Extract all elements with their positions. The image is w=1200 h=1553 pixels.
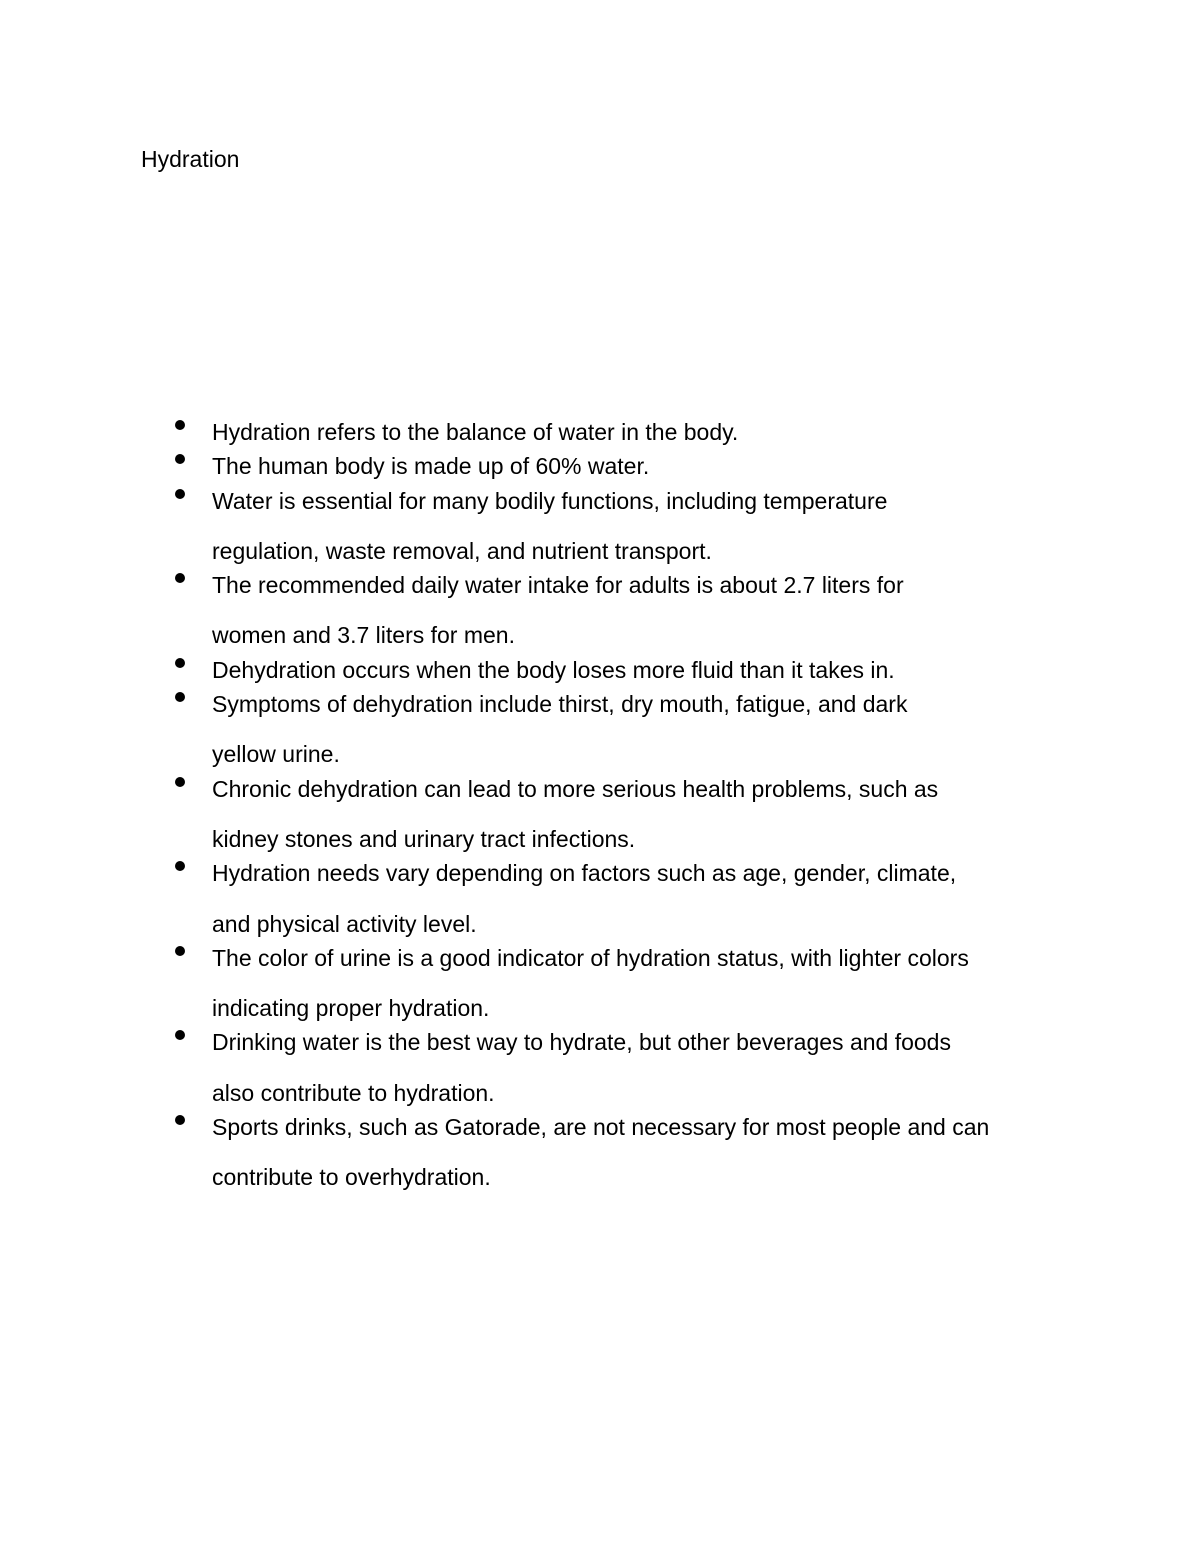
- list-item: [0, 1102, 1200, 1203]
- list-item-text: The recommended daily water intake for adults is about 2.7 liters for: [212, 572, 904, 599]
- document-title: Hydration: [141, 146, 240, 172]
- list-item-text: Hydration needs vary depending on factors such as age, gender, climate,: [212, 860, 957, 887]
- list-item-text: Dehydration occurs when the body loses more fluid than it takes in.: [212, 656, 895, 683]
- list-item-text: Drinking water is the best way to hydrate, but other beverages and foods: [212, 1029, 951, 1056]
- list-item-text: contribute to overhydration.: [212, 1164, 491, 1191]
- list-item-text: also contribute to hydration.: [212, 1079, 495, 1106]
- list-item-text: indicating proper hydration.: [212, 995, 490, 1022]
- list-item-text: and physical activity level.: [212, 910, 477, 937]
- bullet-list: [0, 407, 1200, 1203]
- bullet-icon: [175, 692, 185, 702]
- bullet-icon: [175, 1030, 185, 1040]
- list-item-text: Chronic dehydration can lead to more serious health problems, such as: [212, 775, 939, 802]
- bullet-icon: [175, 489, 185, 499]
- bullet-icon: [175, 420, 185, 430]
- list-item-text: The color of urine is a good indicator of hydration status, with lighter colors: [212, 944, 969, 971]
- list-item-text: yellow urine.: [212, 741, 340, 768]
- list-item-text: Symptoms of dehydration include thirst, dry mouth, fatigue, and dark: [212, 691, 908, 718]
- bullet-icon: [175, 946, 185, 956]
- bullet-icon: [175, 454, 185, 464]
- list-item-text: women and 3.7 liters for men.: [212, 622, 515, 649]
- list-item-text: Sports drinks, such as Gatorade, are not necessary for most people and can: [212, 1114, 990, 1141]
- bullet-icon: [175, 1115, 185, 1125]
- list-item-text: Hydration refers to the balance of water in the body.: [212, 419, 739, 445]
- bullet-icon: [175, 777, 185, 787]
- bullet-icon: [175, 861, 185, 871]
- list-item-text: The human body is made up of 60% water.: [212, 453, 650, 480]
- list-item-text: regulation, waste removal, and nutrient transport.: [212, 537, 712, 564]
- bullet-icon: [175, 658, 185, 668]
- list-item-text: Water is essential for many bodily functions, including temperature: [212, 487, 888, 514]
- list-item-text: kidney stones and urinary tract infections.: [212, 825, 636, 852]
- bullet-icon: [175, 573, 185, 583]
